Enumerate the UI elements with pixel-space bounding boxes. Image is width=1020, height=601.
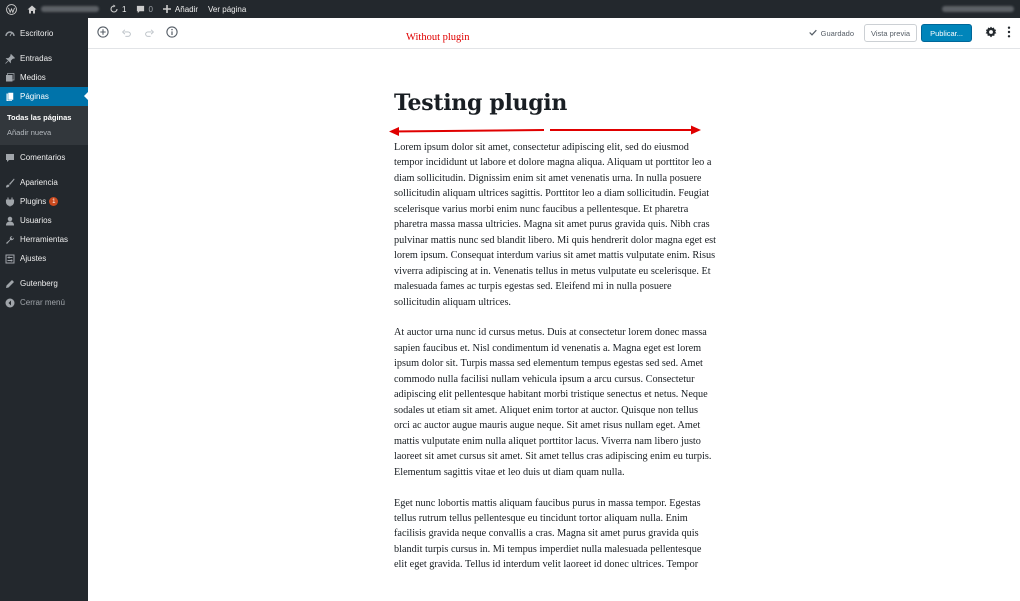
- sidebar-item-users[interactable]: [0, 211, 88, 230]
- user-icon: [5, 216, 15, 226]
- pages-submenu: [0, 106, 88, 145]
- redo-icon: [144, 26, 155, 41]
- publish-button[interactable]: Publicar...: [921, 24, 972, 42]
- sidebar-item-gutenberg[interactable]: [0, 274, 88, 293]
- blurred-site-name: [41, 6, 99, 12]
- view-page-label: Ver página: [208, 4, 247, 14]
- sidebar-item-label: Páginas: [20, 92, 49, 101]
- wrench-icon: [5, 235, 15, 245]
- plugin-icon: [5, 197, 15, 207]
- sidebar-item-settings[interactable]: [0, 249, 88, 268]
- view-page-link[interactable]: [203, 0, 251, 18]
- brush-icon: [5, 178, 15, 188]
- sidebar-item-dashboard[interactable]: [0, 24, 88, 43]
- annotation-note: Without plugin: [406, 32, 470, 43]
- updates-link[interactable]: [104, 0, 131, 18]
- sidebar-item-label: Medios: [20, 73, 46, 82]
- gear-icon: [985, 26, 997, 41]
- site-name-link[interactable]: [22, 0, 104, 18]
- comment-icon: [5, 153, 15, 163]
- redo-button[interactable]: [138, 22, 160, 44]
- undo-button[interactable]: [115, 22, 137, 44]
- updates-icon: [109, 4, 119, 14]
- more-options-button[interactable]: [1002, 22, 1016, 44]
- wordpress-logo-icon[interactable]: [0, 0, 22, 18]
- editor-header-toolbar: [88, 18, 1020, 49]
- admin-bar: [0, 0, 1020, 18]
- sidebar-item-label: Cerrar menú: [20, 298, 65, 307]
- sidebar-item-label: Herramientas: [20, 235, 69, 244]
- pencil-icon: [5, 279, 15, 289]
- paragraph-block[interactable]: At auctor urna nunc id cursus metus. Duis at consectetur lorem donec massa sapien faucibus et. Nisl condimentum id venenatis a. Magna eget est lorem ipsum dolor sit. Turpis massa sed elementum tempus egestas sed sed. Amet commodo nulla facilisi nullam vehicula ipsum a arcu cursus. Consectetur adipiscing elit pellentesque habitant morbi tristique senectus et netus. Neque sodales ut etiam sit amet. Aliquet enim tortor at auctor. Quisque non tellus orci ac auctor augue mauris augue neque. Sit amet risus nullam eget. Amet mattis vulputate enim nulla aliquet porttitor lacus. Viverra nam libero justo laoreet sit amet cursus sit amet. Sit amet tellus cras adipiscing enim eu turpis. Elementum sagittis vitae et leo duis ut diam quam nulla.: [394, 327, 712, 478]
- sidebar-item-label: Plugins: [20, 197, 47, 206]
- admin-sidebar: [0, 18, 88, 601]
- sidebar-item-media[interactable]: [0, 68, 88, 87]
- sidebar-item-appearance[interactable]: [0, 173, 88, 192]
- sidebar-item-label: Escritorio: [20, 29, 54, 38]
- saved-label: Guardado: [820, 28, 854, 38]
- sidebar-item-label: Comentarios: [20, 153, 66, 162]
- post-body: [394, 140, 716, 588]
- updates-count: 1: [122, 4, 127, 14]
- paragraph-block[interactable]: Lorem ipsum dolor sit amet, consectetur adipiscing elit, sed do eiusmod tempor incididunt ut labore et dolore magna aliqua. Aliquam ut porttitor leo a diam sollicitudin. Dignissim enim sit amet venenatis urna. In nulla posuere sollicitudin aliquam ultrices sagittis. Porttitor leo a diam sollicitudin. Feugiat scelerisque varius morbi enim nunc faucibus a pellentesque. Et pharetra pharetra massa massa ultricies. Magna sit amet purus gravida quis. Nibh cras pulvinar mattis nunc sed blandit libero. Mi quis hendrerit dolor magna eget est lorem ipsum. Consequat interdum varius sit amet mattis vulputate enim. Risus viverra adipiscing at in. Venenatis tellus in metus vulputate eu scelerisque. Et malesuada fames ac turpis egestas sed. Eleifend mi in nulla posuere sollicitudin aliquam ultrices.: [394, 142, 716, 308]
- add-block-button[interactable]: [92, 22, 114, 44]
- sidebar-item-label: Ajustes: [20, 254, 47, 263]
- sidebar-item-label: Gutenberg: [20, 279, 58, 288]
- collapse-icon: [5, 298, 15, 308]
- add-new-link[interactable]: [158, 0, 203, 18]
- post-title[interactable]: Testing plugin: [394, 90, 568, 116]
- sidebar-item-label: Apariencia: [20, 178, 58, 187]
- sidebar-item-tools[interactable]: [0, 230, 88, 249]
- more-vertical-icon: [1007, 26, 1011, 41]
- settings-icon: [5, 254, 15, 264]
- check-icon: [809, 29, 821, 38]
- pin-icon: [5, 54, 15, 64]
- sidebar-item-posts[interactable]: [0, 49, 88, 68]
- sidebar-item-pages[interactable]: [0, 87, 88, 106]
- sidebar-item-label: Entradas: [20, 54, 53, 63]
- plus-circle-icon: [97, 26, 109, 41]
- paragraph-block[interactable]: Eget nunc lobortis mattis aliquam faucibus purus in massa tempor. Egestas tellus rutrum tellus pellentesque eu tincidunt tortor aliquam nulla. Enim facilisis gravida neque convallis a cras. Magna sit amet purus gravida quis blandit turpis cursus in. Mi tempus imperdiet nulla malesuada pellentesque elit eget gravida. Tellus id interdum velit laoreet id donec ultrices. Tempor: [394, 497, 702, 571]
- editor-content: [88, 49, 1020, 601]
- sidebar-item-label: Usuarios: [20, 216, 52, 225]
- plugins-update-badge: 1: [49, 197, 58, 206]
- comments-link[interactable]: [131, 0, 157, 18]
- saved-indicator: [809, 29, 854, 38]
- sidebar-item-comments[interactable]: [0, 148, 88, 167]
- content-info-button[interactable]: [161, 22, 183, 44]
- undo-icon: [121, 26, 132, 41]
- dashboard-icon: [5, 29, 15, 39]
- plus-icon: [163, 5, 171, 13]
- page-icon: [5, 92, 15, 102]
- preview-button[interactable]: Vista previa: [864, 24, 917, 42]
- comments-count: 0: [148, 4, 153, 14]
- submenu-all-pages[interactable]: Todas las páginas: [7, 113, 72, 122]
- media-icon: [5, 73, 15, 83]
- sidebar-collapse-menu[interactable]: [0, 293, 88, 312]
- info-icon: [166, 26, 178, 41]
- blurred-username: [942, 6, 1014, 12]
- settings-button[interactable]: [980, 22, 1002, 44]
- home-icon: [27, 5, 37, 14]
- sidebar-item-plugins[interactable]: [0, 192, 88, 211]
- account-menu[interactable]: [937, 0, 1020, 18]
- submenu-add-new[interactable]: Añadir nueva: [7, 128, 52, 137]
- add-new-label: Añadir: [174, 4, 199, 14]
- comment-bubble-icon: [136, 5, 145, 14]
- annotation-width-arrows: [389, 124, 701, 138]
